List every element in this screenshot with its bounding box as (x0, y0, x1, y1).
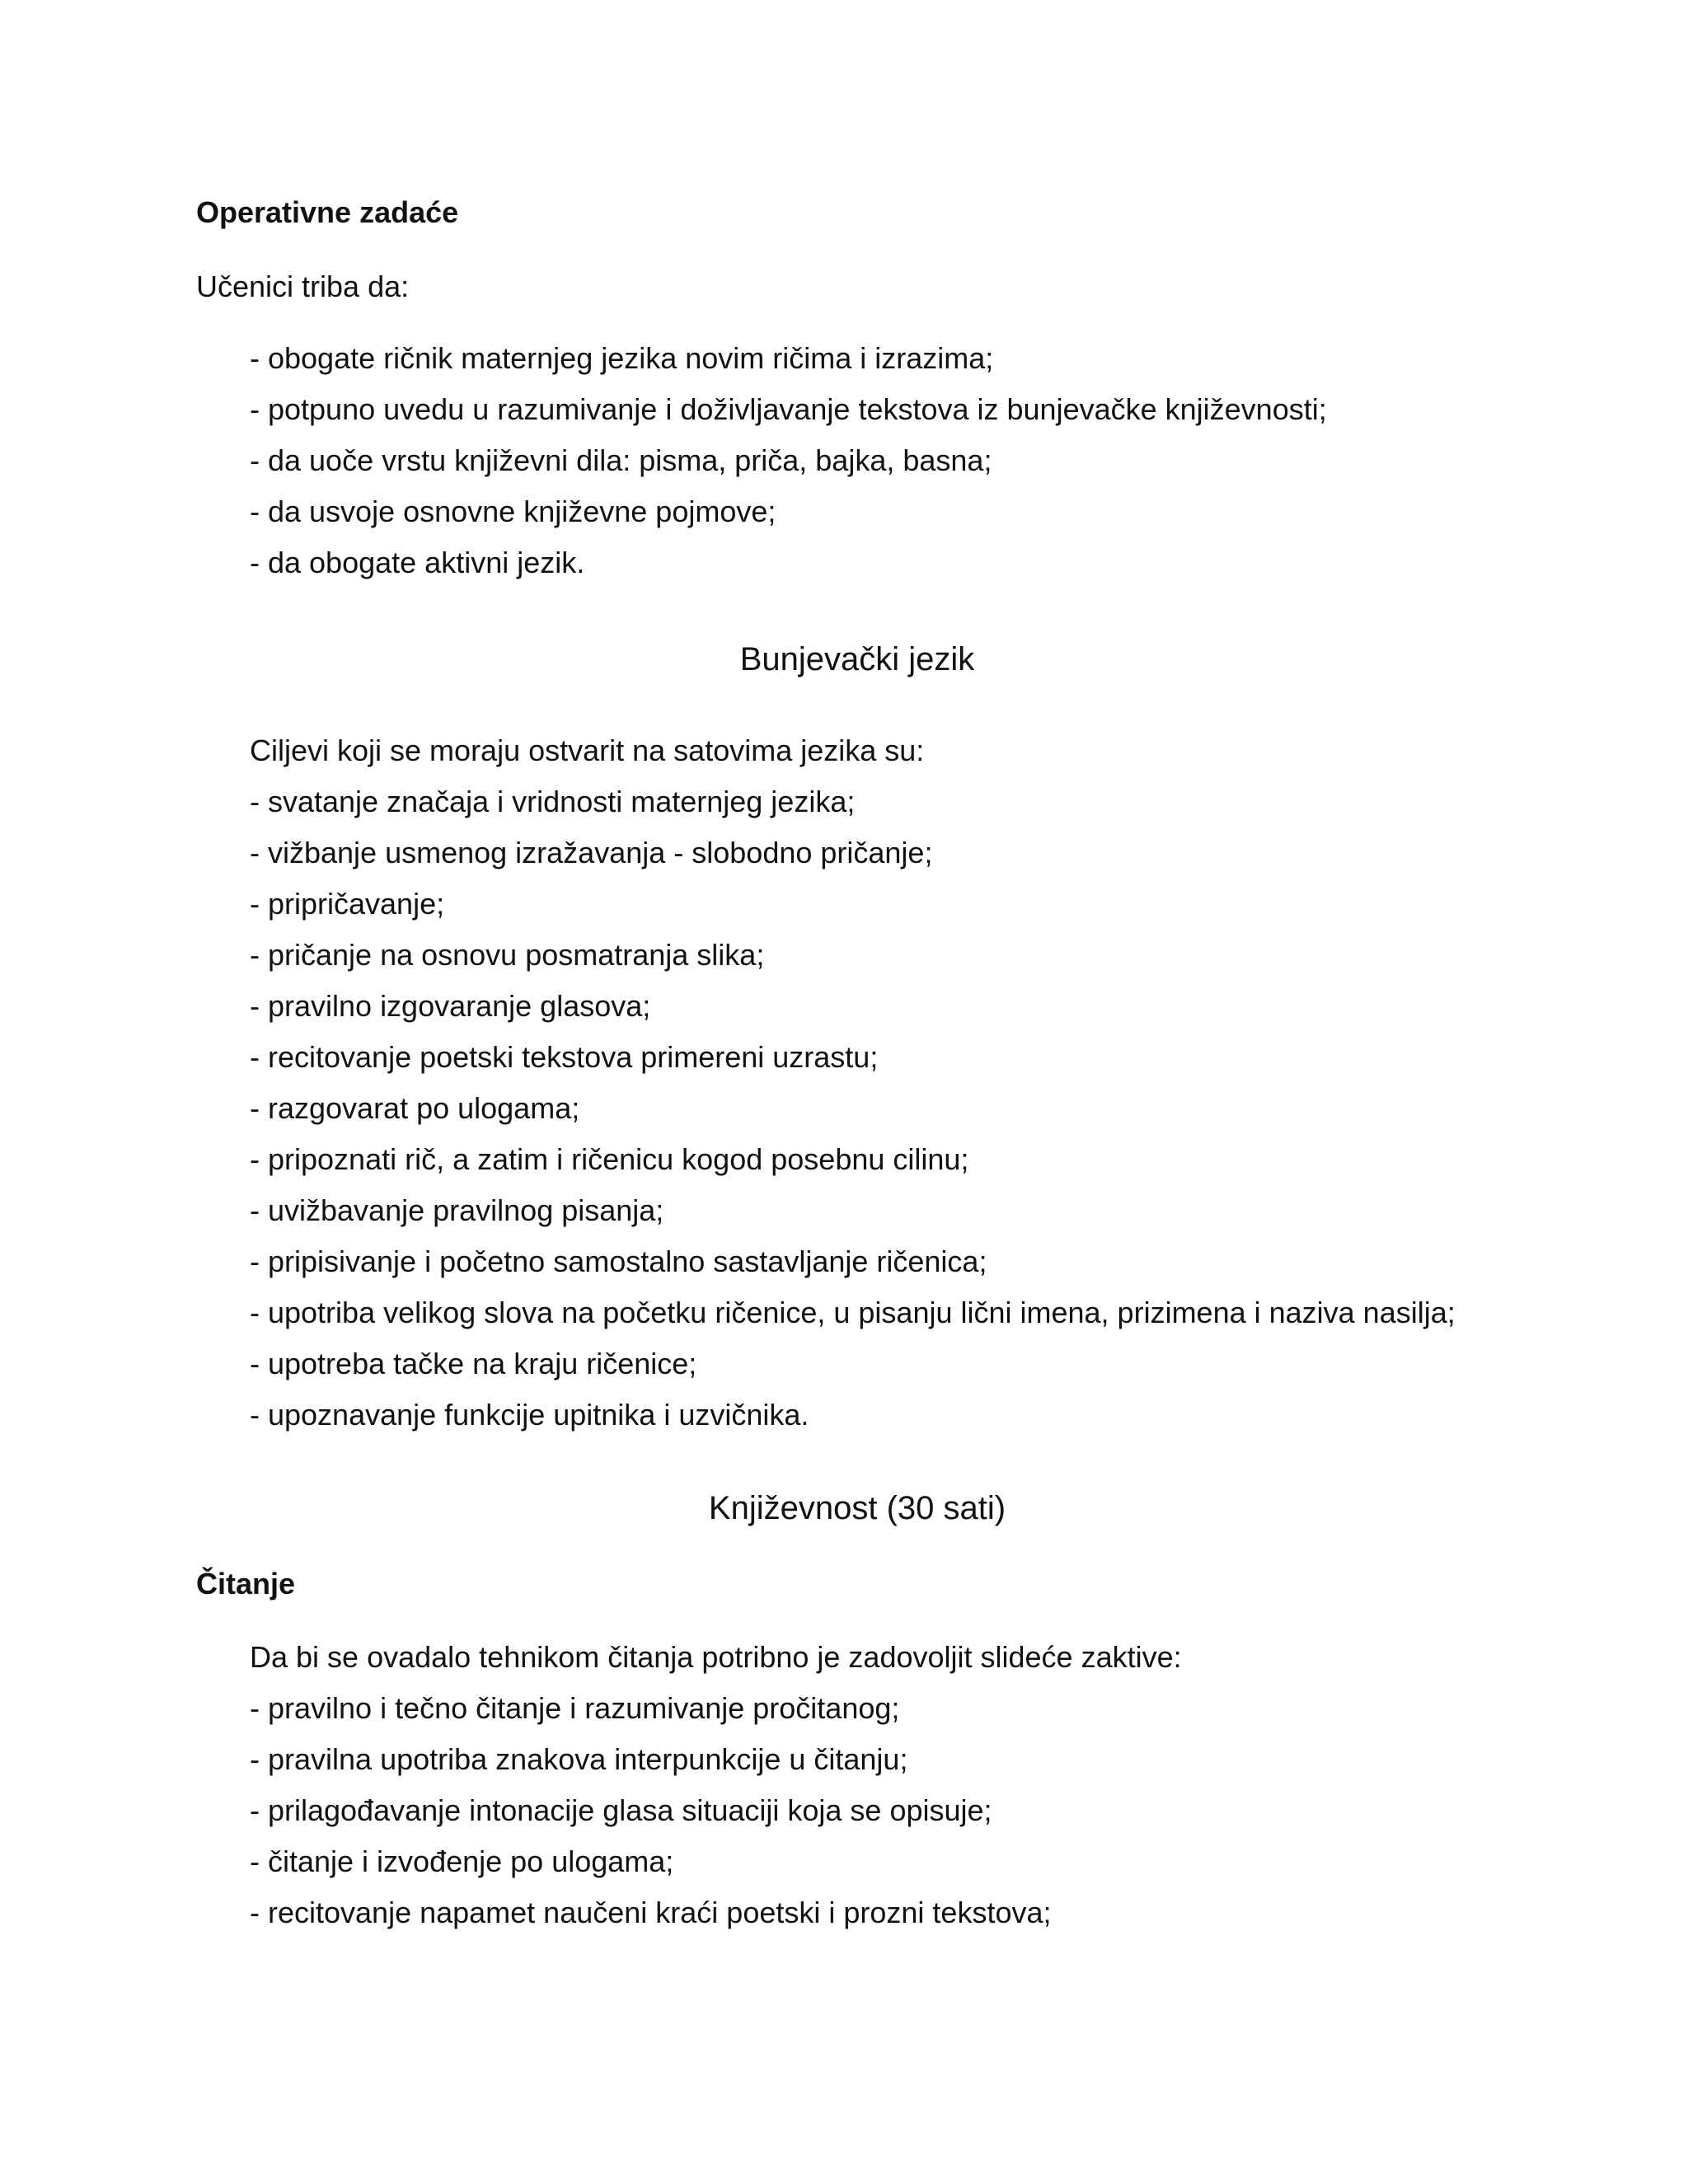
list-item: - potpuno uvedu u razumivanje i doživljavanje tekstova iz bunjevačke književnosti; (250, 392, 1327, 426)
intro-ucenici: Učenici triba da: (196, 269, 410, 303)
list-item: - pripričavanje; (250, 887, 445, 921)
list-item: - razgovarat po ulogama; (250, 1091, 580, 1125)
jezik-list (250, 725, 1456, 1441)
list-item: - da obogate aktivni jezik. (250, 546, 585, 579)
citanje-list (250, 1632, 1182, 1938)
list-intro: Ciljevi koji se moraju ostvarit na satovima jezika su: (250, 733, 925, 767)
list-item: - vižbanje usmenog izražavanja - slobodno pričanje; (250, 836, 933, 869)
section-heading-citanje: Čitanje (196, 1567, 296, 1601)
list-item: - obogate ričnik maternjeg jezika novim ričima i izrazima; (250, 341, 994, 375)
list-item: - pravilna upotriba znakova interpunkcije u čitanju; (250, 1742, 908, 1776)
section-title-knjizevnost: Književnost (30 sati) (708, 1490, 1006, 1526)
list-item: - pravilno i tečno čitanje i razumivanje pročitanog; (250, 1691, 900, 1725)
list-item: - recitovanje poetski tekstova primereni uzrastu; (250, 1040, 879, 1074)
section-heading-operativne-zadace: Operativne zadaće (196, 195, 459, 229)
list-item: - pravilno izgovaranje glasova; (250, 989, 651, 1023)
list-item: - recitovanje napamet naučeni kraći poetski i prozni tekstova; (250, 1896, 1052, 1929)
list-item: - da uoče vrstu književni dila: pisma, priča, bajka, basna; (250, 443, 992, 477)
list-item: - upoznavanje funkcije upitnika i uzvičnika. (250, 1398, 809, 1432)
list-item: - svatanje značaja i vridnosti maternjeg jezika; (250, 785, 856, 818)
list-item: - upotriba velikog slova na početku ričenice, u pisanju lični imena, prizimena i naziva nasilja; (250, 1296, 1456, 1329)
list-item: - upotreba tačke na kraju ričenice; (250, 1347, 697, 1380)
operativne-list (250, 333, 1327, 588)
list-item: - prilagođavanje intonacije glasa situaciji koja se opisuje; (250, 1793, 992, 1827)
list-intro: Da bi se ovadalo tehnikom čitanja potribno je zadovoljit slideće zaktive: (250, 1640, 1182, 1674)
list-item: - uvižbavanje pravilnog pisanja; (250, 1193, 664, 1227)
list-item: - pričanje na osnovu posmatranja slika; (250, 938, 765, 972)
list-item: - pripoznati rič, a zatim i ričenicu kogod posebnu cilinu; (250, 1142, 969, 1176)
list-item: - da usvoje osnovne književne pojmove; (250, 494, 776, 528)
list-item: - čitanje i izvođenje po ulogama; (250, 1844, 674, 1878)
section-title-bunjevacki-jezik: Bunjevački jezik (739, 641, 975, 677)
list-item: - pripisivanje i početno samostalno sastavljanje ričenica; (250, 1244, 987, 1278)
